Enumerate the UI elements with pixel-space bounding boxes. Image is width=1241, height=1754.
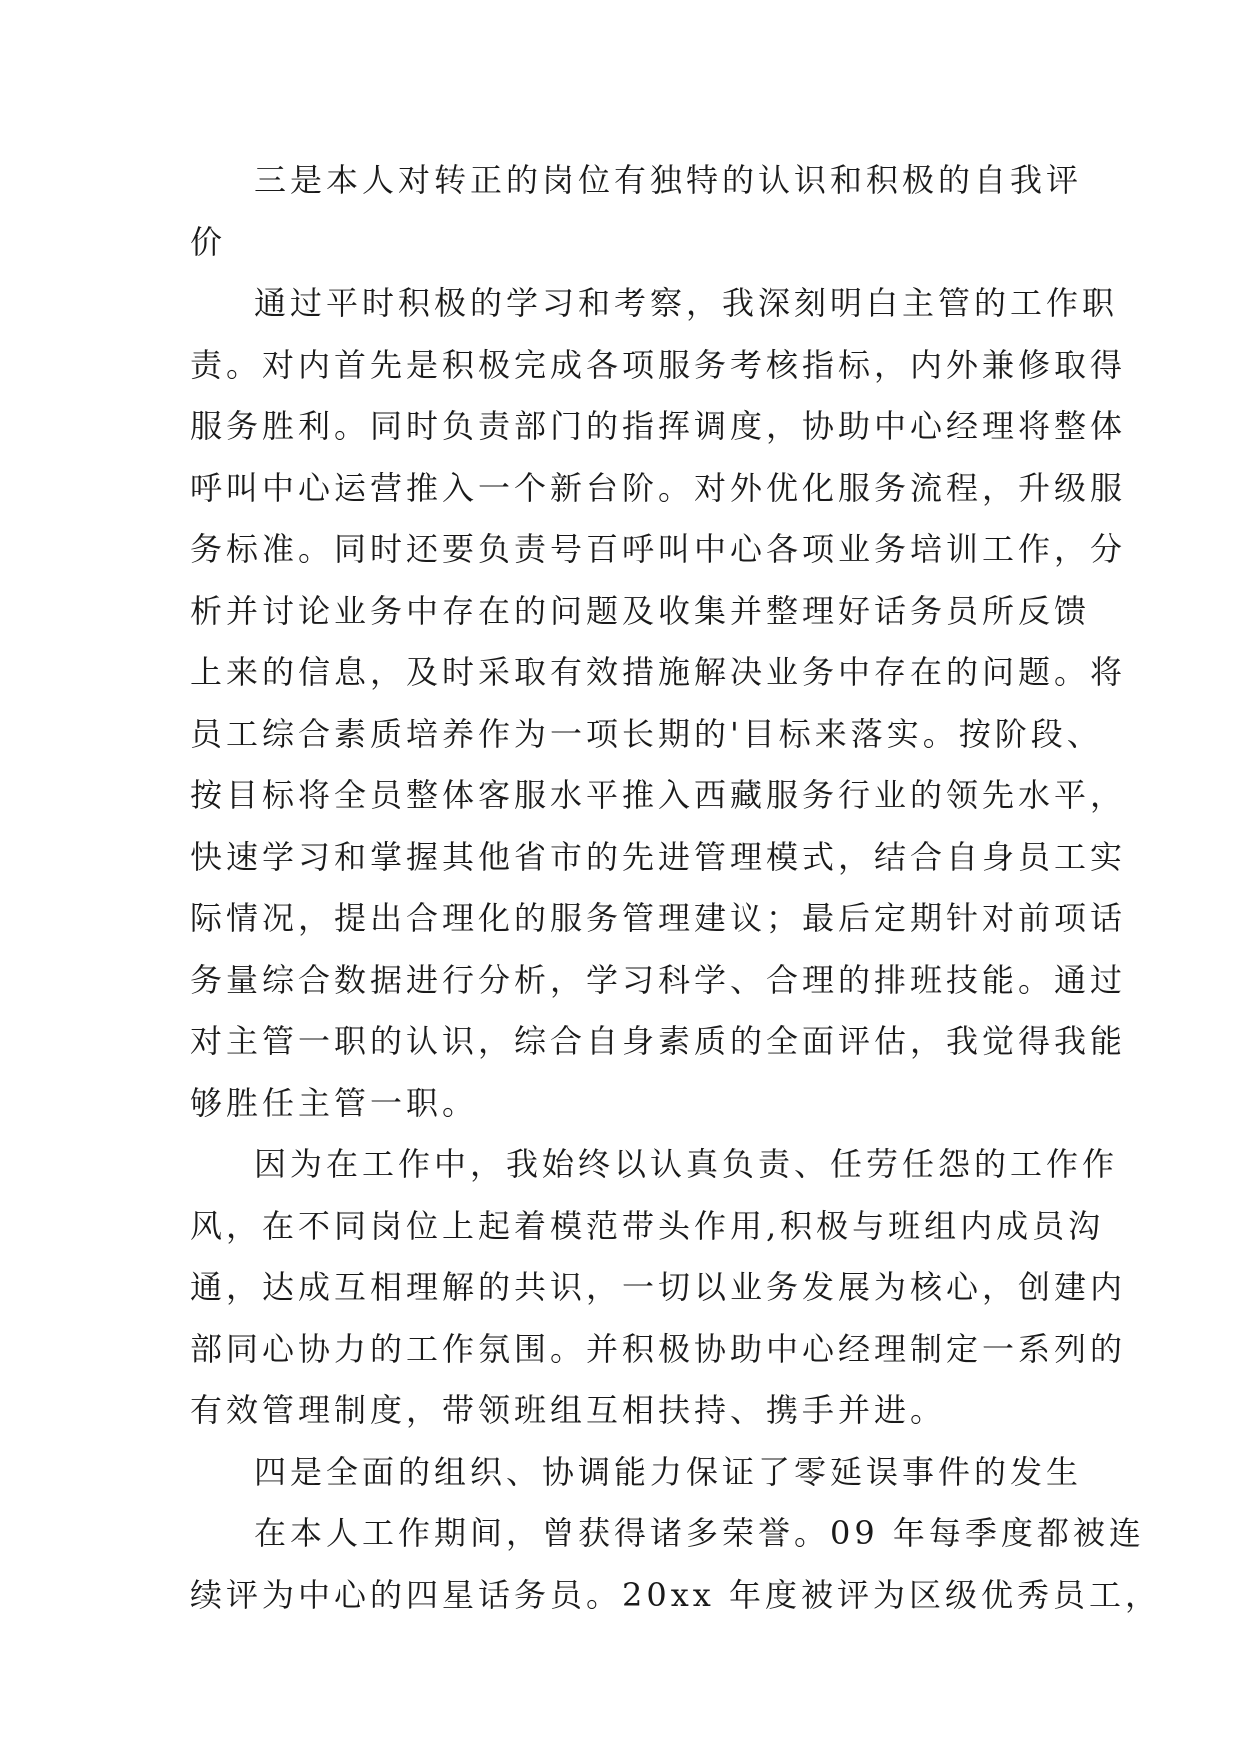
text-line: 在本人工作期间，曾获得诸多荣誉。09 年每季度都被连: [254, 1514, 1145, 1552]
section-heading-3: [190, 150, 1083, 273]
text-line: 务量综合数据进行分析，学习科学、合理的排班技能。通过: [190, 960, 1127, 999]
text-line: 服务胜利。同时负责部门的指挥调度，协助中心经理将整体: [190, 407, 1127, 445]
text-line: 有效管理制度，带领班组互相扶持、携手并进。: [190, 1391, 947, 1429]
text-line: 价: [190, 222, 227, 261]
document-body: [190, 150, 1161, 1626]
paragraph-honors: [190, 1503, 1161, 1626]
text-line: 按目标将全员整体客服水平推入西藏服务行业的领先水平，: [190, 776, 1127, 814]
text-line: 续评为中心的四星话务员。20xx 年度被评为区级优秀员工，: [190, 1575, 1161, 1614]
text-line: 际情况，提出合理化的服务管理建议；最后定期针对前项话: [190, 899, 1127, 937]
text-line: 通，达成互相理解的共识，一切以业务发展为核心，创建内: [190, 1268, 1127, 1306]
text-line: 员工综合素质培养作为一项长期的'目标来落实。按阶段、: [190, 714, 1103, 753]
text-line: 析并讨论业务中存在的问题及收集并整理好话务员所反馈: [190, 591, 1091, 630]
text-line: 责。对内首先是积极完成各项服务考核指标，内外兼修取得: [190, 345, 1127, 384]
paragraph-duties: [190, 273, 1127, 1134]
text-line: 务标准。同时还要负责号百呼叫中心各项业务培训工作，分: [190, 530, 1127, 568]
text-line: 通过平时积极的学习和考察，我深刻明白主管的工作职: [254, 284, 1119, 322]
text-line: 上来的信息，及时采取有效措施解决业务中存在的问题。将: [190, 653, 1127, 691]
text-line: 四是全面的组织、协调能力保证了零延误事件的发生: [254, 1452, 1083, 1491]
text-line: 部同心协力的工作氛围。并积极协助中心经理制定一系列的: [190, 1329, 1127, 1368]
text-line: 因为在工作中，我始终以认真负责、任劳任怨的工作作: [254, 1145, 1119, 1183]
text-line: 快速学习和掌握其他省市的先进管理模式，结合自身员工实: [190, 837, 1127, 876]
paragraph-work-style: [190, 1134, 1127, 1442]
text-line: 呼叫中心运营推入一个新台阶。对外优化服务流程，升级服: [190, 468, 1127, 507]
text-line: 对主管一职的认识，综合自身素质的全面评估，我觉得我能: [190, 1022, 1127, 1060]
text-line: 够胜任主管一职。: [190, 1083, 479, 1122]
section-heading-4: [190, 1442, 1083, 1504]
text-line: 风，在不同岗位上起着模范带头作用,积极与班组内成员沟: [190, 1206, 1105, 1245]
text-line: 三是本人对转正的岗位有独特的认识和积极的自我评: [254, 161, 1083, 199]
